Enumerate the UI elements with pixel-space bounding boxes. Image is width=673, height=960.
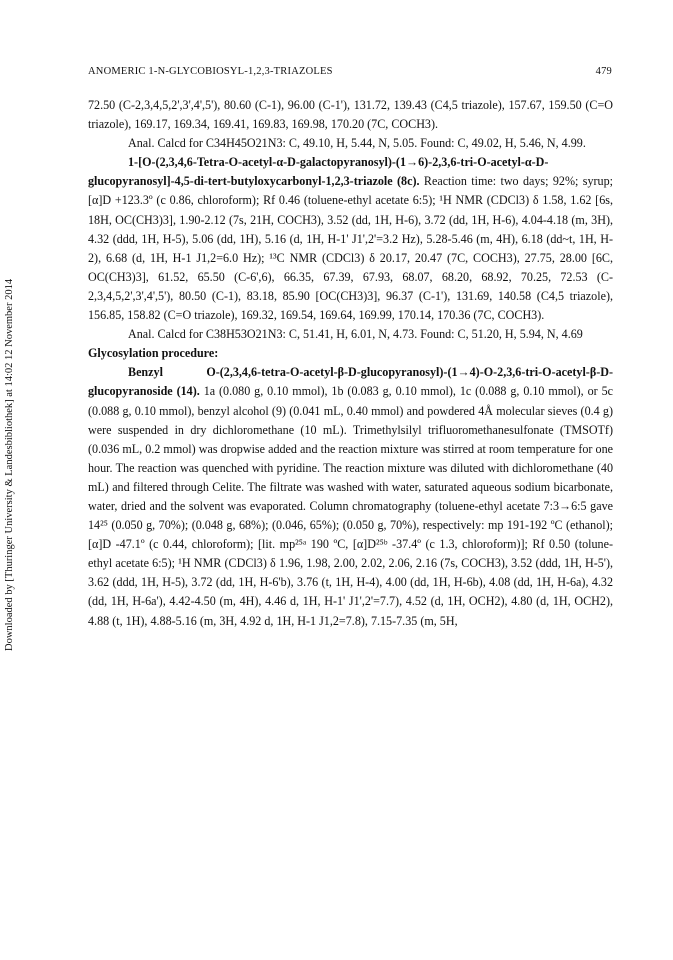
compound-data-8c: Reaction time: two days; 92%; syrup; [α]D +123.3º (c 0.86, chloroform); Rf 0.46 (toluene-ethyl acetate 6:5); ¹H NMR (CDCl3) δ 1.58, 1.62 [6s, 18H, OC(CH3)3], 1.90-2.12 (7s, 21H, COCH3), 3.52 (dd, 1H, H-6), 3.72 (dd, 1H, H-6), 4.04-4.18 (m, 3H), 4.32 (ddd, 1H, H-5), 5.06 (dd, 1H), 5.16 (d, 1H, H-1' J1',2'=3.2 Hz), 5.28-5.46 (m, 4H), 6.18 (dd~t, 1H, H-2), 6.68 (d, 1H, H-1 J1,2=6.0 Hz); ¹³C NMR (CDCl3) δ 20.17, 20.47 (7C, COCH3), 27.75, 28.00 [6C, OC(CH3)3], 61.52, 65.50 (C-6',6), 66.35, 67.39, 67.93, 68.07, 68.20, 68.92, 70.25, 72.53 (C-2,3,4,5,2',3',4',5'), 80.50 (C-1), 83.18, 85.90 [OC(CH3)3], 96.37 (C-1'), 131.69, 140.58 (C4,5 triazole), 156.85, 158.82 (C=O triazole), 169.32, 169.54, 169.64, 169.99, 170.14, 170.36 (7C, COCH3). bbox=[88, 174, 613, 323]
compound-title-14: Benzyl O-(2,3,4,6-tetra-O-acetyl-β-D-glucopyranosyl)-(1→4)-O-2,3,6-tri-O-acetyl-β-D-glucopyranoside (14). bbox=[88, 365, 613, 399]
download-watermark: Downloaded by [Thuringer University & Landesbibliothek] at 14:02 12 November 2014 bbox=[4, 278, 15, 652]
compound-title-8c: 1-[O-(2,3,4,6-Tetra-O-acetyl-α-D-galactopyranosyl)-(1→6)-2,3,6-tri-O-acetyl-α-D-glucopyranosyl]-4,5-di-tert-butyloxycarbonyl-1,2,3-triazole (8c). bbox=[88, 155, 549, 189]
paragraph-nmr-continued: 72.50 (C-2,3,4,5,2',3',4',5'), 80.60 (C-1), 96.00 (C-1'), 131.72, 139.43 (C4,5 triazole), 157.67, 159.50 (C=O triazole), 169.17, 169.34, 169.41, 169.83, 169.98, 170.20 (7C, COCH3). bbox=[88, 98, 613, 132]
article-body bbox=[88, 96, 613, 631]
section-heading-glycosylation: Glycosylation procedure: bbox=[88, 346, 219, 361]
paragraph-analysis-2: Anal. Calcd for C38H53O21N3: C, 51.41, H, 6.01, N, 4.73. Found: C, 51.20, H, 5.94, N, 4.69 bbox=[128, 327, 583, 342]
paragraph-analysis-1: Anal. Calcd for C34H45O21N3: C, 49.10, H, 5.44, N, 5.05. Found: C, 49.02, H, 5.46, N, 4.99. bbox=[128, 136, 586, 151]
running-title: ANOMERIC 1-N-GLYCOBIOSYL-1,2,3-TRIAZOLES bbox=[88, 66, 333, 77]
paragraph-compound-14 bbox=[88, 363, 613, 630]
compound-data-14: 1a (0.080 g, 0.10 mmol), 1b (0.083 g, 0.10 mmol), 1c (0.088 g, 0.10 mmol), or 5c (0.088 g, 0.10 mmol), benzyl alcohol (9) (0.041 mL, 0.40 mmol) and powdered 4Å molecular sieves (0.4 g) were suspended in dry dichloromethane (10 mL). Trimethylsilyl trifluoromethanesulfonate (TMSOTf) (0.036 mL, 0.2 mmol) was dropwise added and the reaction mixture was stirred at room temperature for one hour. The reaction was quenched with pyridine. The reaction mixture was diluted with dichloromethane (40 mL) and filtered through Celite. The filtrate was washed with water, saturated aqueous sodium bicarbonate, water, dried and the solvent was evaporated. Column chromatography (toluene-ethyl acetate 7:3→6:5 gave 14²⁵ (0.050 g, 70%); (0.048 g, 68%); (0.046, 65%); (0.050 g, 70%), respectively: mp 191-192 ºC (ethanol); [α]D -47.1º (c 0.44, chloroform); [lit. mp²⁵ᵃ 190 ºC, [α]D²⁵ᵇ -37.4º (c 1.3, chloroform)]; Rf 0.50 (tolune-ethyl acetate 6:5); ¹H NMR (CDCl3) δ 1.96, 1.98, 2.00, 2.02, 2.06, 2.16 (7s, COCH3), 3.52 (ddd, 1H, H-5'), 3.62 (ddd, 1H, H-5), 3.72 (dd, 1H, H-6'b), 3.76 (t, 1H, H-4), 4.00 (dd, 1H, H-6b), 4.08 (dd, 1H, H-6a), 4.32 (dd, 1H, H-6a'), 4.42-4.50 (m, 4H), 4.46 d, 1H, H-1' J1',2'=7.7), 4.52 (d, 1H, OCH2), 4.80 (d, 1H, OCH2), 4.88 (t, 1H), 4.88-5.16 (m, 3H, 4.92 d, 1H, H-1 J1,2=7.8), 7.15-7.35 (m, 5H, bbox=[88, 384, 613, 628]
page-number: 479 bbox=[595, 66, 612, 77]
paragraph-compound-8c bbox=[88, 153, 613, 325]
running-header bbox=[88, 66, 612, 84]
